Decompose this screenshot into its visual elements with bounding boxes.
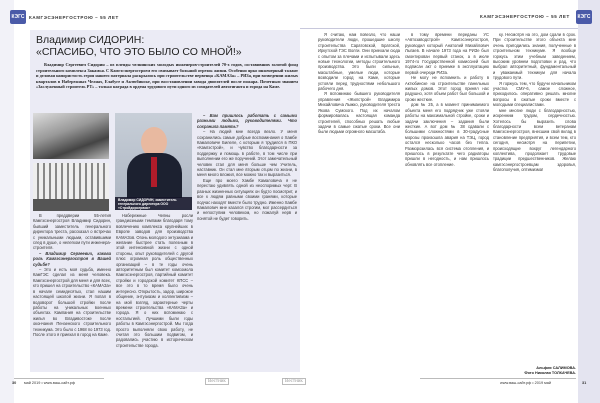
- left-margin-strip: [0, 0, 17, 403]
- footer-rule-left: [14, 378, 104, 379]
- paragraph: Я вспоминаю бывшего руководителя управления «Жилстрой» Владимира Михайловича Лыжко, руководителя треста Якова Сумского. Под их началом формировалась настоящая команда строителей, способных решать любые задачи в самые сжатые сроки. Все они были людьми огромного масштаба.: [318, 91, 400, 135]
- interview-question: – Владимир Сергеевич, какова роль Камгэсэнергостроя в Вашей судьбе?: [33, 250, 111, 267]
- company-logo-right: КЭГС: [576, 10, 592, 24]
- company-logo: КЭГС: [10, 10, 26, 24]
- header-rule: [300, 28, 578, 29]
- page-number-right: 31: [582, 381, 587, 385]
- article-title: [36, 34, 298, 58]
- paragraph: Я горжусь тем, что будучи начальником участка СМУ-6, самое сложное, приходилось оперативно решать многие вопросы в сжатые сроки вместе с молодыми специалистами.: [493, 80, 576, 108]
- paragraph: Я считаю, нам повезло, что наши руководители люди, прошедшие школу строительства Саратовской, Братской, Иркутской ГЭС Волги. Они приехали сюда с опытом за плечами и испытывали здесь новые технологии, методы строительного производства. Это были сильные, масштабные, умелые люди, которые возводили город на Каме, которые устояли перед трудностями небольшого рабочего дня.: [318, 32, 400, 92]
- photo-caption: Владимир СИДОРИН, заместитель генерального директора ООО «Стройдорсервис»: [115, 197, 192, 210]
- masthead-logo-right: Вестник: [282, 378, 306, 385]
- left-column-2: [116, 213, 193, 371]
- paragraph: Еще про моего Хамбе Камаловича я не перестаю удивлять одной из неоспоримых черт. В разных жизненных ситуациях он будто посмотрит, и все к людям равными своими гранями, которые подчас находят вместе было трудно. Именно Хамбе Камалович мне казался строгим, мог рассердиться и непоступим человеком, но пожалуй нерв и понятой не будет говорить.: [197, 177, 297, 221]
- masthead-logo-left: Вестник: [205, 378, 229, 385]
- photo-credit: Фото Николая ТОЛКАЧЕВА.: [524, 370, 576, 375]
- title-line-2: «СПАСИБО, ЧТО ЭТО БЫЛО СО МНОЙ!»: [36, 46, 242, 58]
- portrait-tie: [151, 157, 157, 187]
- right-running-header: КАМГЭСЭНЕРГОСТРОЮ – 55 ЛЕТ: [480, 14, 570, 19]
- paragraph: дом № 25, а в момент принимаемого объекта меня его подрядчик уже стояли работы на максимальной стройке, сроки и задачи заключения – задания были жесткие. А вот дом № 38 сдавали с большими сложностями в 30-градусные морозы произошла авария на ТЭЦ, город остался несколько часов без тепла. Разморозилась вся система отопления, и пришлось в результате чего радиаторы пришли в негодность, и нам пришлось обновлять все отопление.: [405, 102, 489, 167]
- paragraph: в тому времени переданы УС «Автозаводстрой» Камгэсэнергостроя, руководил который Анатолий Михайлович Лыгаев. В начале 1973 года на РИЗе был смонтирован первый станок, а в июле 1974-го Государственной комиссией был подписан акт о приемке в эксплуатацию первой очереди РИЗа.: [405, 32, 489, 75]
- left-column-1: [33, 213, 111, 371]
- left-column-3: [197, 113, 297, 371]
- paragraph: – Это и есть моя судьба, именно КамГЭС сделал из меня человека. Камгэсэнергострой для меня и для всех, кто пришел на строительство «КАМАЗа» в начале семидесятых, стал нашим настоящей школой жизни. Я попал в водоворот большой стройки после работы на уникальных военных объектах. Кампания на строительстве жилья во Владивостоке после окончания Пензенского строительного техникума. Это было с 1968 по 1973 год. После этого я приехал в город на Каме.: [33, 267, 111, 337]
- footer-left-text: май 2019 • www.ваш-сайт.рф: [24, 381, 75, 385]
- title-line-1: Владимир СИДОРИН:: [36, 34, 145, 46]
- paragraph: В преддверии 55-летия Камгэсэнергостроя Владимир Сидорин, бывший заместитель генерального директора треста, рассказал о встречах с уникальными людьми, оставившими след в душе, о нелегком пути инженера-строителя.: [33, 213, 111, 251]
- portrait-photo: [115, 113, 192, 210]
- archive-photo-buildings: [33, 163, 109, 211]
- paragraph: – На людей мне всегда везло. У меня сохранились самые добрые воспоминания о Хамбе Камаловиче Билеле, с которым я трудился в ПКО «Камгэстрой», и чувство благодарности за поддержку и помощь в работе, в том числе при выполнении его же поручений. Этот замечательный человек стал для меня больше чем Учитель, наставник. Он стал мне вторым отцом по жизни, в меня много вложил, все можно так и выразиться.: [197, 129, 297, 178]
- paragraph: мне многие люди с благодарностью, искренним трудом, сердечностью. Хотелось бы выразить слова благодарности всем ветеранам Камгэсэнергостроя, внесшим свой вклад в становление предприятия, и всем тем, кто сегодня, несмотря на перипетии, происходящие вокруг легендарного коллектива, продолжает трудовые традиции предшественников. Желаю камгэсэнергостроевцам здоровья, благополучия, оптимизма!: [493, 107, 576, 173]
- right-margin-strip: [578, 0, 600, 403]
- article-lead: Владимир Сергеевич Сидорин – из плеяды челнинских молодых инженеров-строителей 70-х годов, составивших золотой фонд строительного комплекса Закамья. С Камгэсэнергостроем его связывает большой отрезок жизни. Особенно ярко инженерный талант и деловая напористость героя нашего материала раскрылись при строительстве первенца «КАМАЗа» – РИЗа, при возведении жилых кварталов в Набережных Челнах, Елабуге и Актюбинске, при восстановлении завода двигателей после пожара. Почетным званием «Заслуженный строитель РТ» – только награда в ордена трудового пути одного из созидателей автогиганта и города на Каме.: [36, 62, 298, 90]
- byline: [493, 366, 576, 375]
- right-column-3: [493, 32, 576, 367]
- page-number-left: 30: [12, 381, 17, 385]
- archive-photo-construction: [33, 113, 109, 159]
- right-column-2: [405, 32, 489, 372]
- paragraph: Не могу не вспомнить и работу в Актюбинске на строительстве панельных жилых домов. Этот город принял нас радушно, хотя объем работ был большой и сроки жесткие.: [405, 75, 489, 102]
- paragraph: ку. Несмотря на это, дом сдали в срок. При строительстве этого объекта мне очень пригодились знания, полученные в строительном техникуме. Я вообще горжусь этим учебным заведением, высоким уровнем подготовки и рад, что выбрал авторитетный, фундаментальный и уважаемый техникум для начала трудового пути.: [493, 32, 576, 81]
- right-column-1: [318, 32, 400, 372]
- paragraph: Набережные Челны росли грандиозными темпами благодаря тому вовлечению комплекса крупнейших в Европе заводов для производства КАМАЗов. Огонь молодого энтузиазма и желание быстрее стать полезным в этой интенсивной жизни с одной стороны, опыт руководителей с другой плюс огромная роль общественных организаций – в те годы очень авторитетным был комитет комсомола Камгэсэнергостроя, партийный комитет стройки и городской комитет КПСС – все это в то время было очень интересно. Открытость, задор, широкое общение, энтузиазм и коллективизм – на мой взгляд, характерные черты времени строительства «КАМАЗа» и города. Я о них вспоминаю с ностальгией. Лучшими были годы работы в Камгэсэнергострой. Мы тогда просто выполняли свою работу, не считая это большим подвигом, и радовались участию в историческом строительстве города.: [116, 213, 193, 348]
- interview-question: – Вам пришлось работать с самыми разными людьми, руководителями. Что сохранила память?: [197, 113, 297, 129]
- left-running-header: КАМГЭСЭНЕРГОСТРОЮ – 55 ЛЕТ: [29, 15, 119, 20]
- author-name: Альфия САЛИМОВА.: [536, 366, 576, 370]
- footer-rule-right: [420, 378, 576, 379]
- footer-right-text: www.ваш-сайт.рф • 2019 май: [500, 381, 551, 385]
